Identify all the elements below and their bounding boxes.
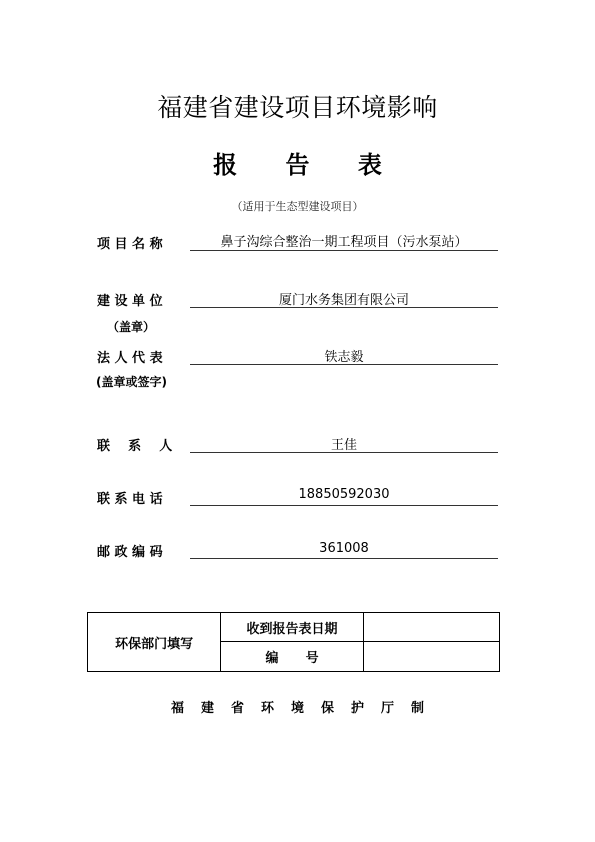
contact-label: 联 系 人	[97, 439, 173, 454]
legal-rep-label: 法 人 代 表	[97, 351, 163, 366]
phone-underline	[190, 505, 498, 506]
page-subtitle: 报 告 表	[213, 151, 402, 179]
postcode-label: 邮 政 编 码	[97, 545, 163, 560]
contact-value[interactable]: 王佳	[330, 438, 357, 453]
legal-rep-underline	[190, 364, 498, 365]
project-name-underline	[190, 250, 498, 251]
postcode-value[interactable]: 361008	[319, 541, 369, 556]
phone-label: 联 系 电 话	[97, 492, 163, 507]
page-title: 福建省建设项目环境影响	[157, 93, 438, 122]
number-cell[interactable]	[363, 642, 499, 672]
legal-rep-value[interactable]: 铁志毅	[324, 350, 364, 365]
project-name-value[interactable]: 鼻子沟综合整治一期工程项目（污水泵站）	[220, 235, 468, 250]
number-label: 编 号	[221, 642, 363, 672]
builder-underline	[190, 307, 498, 308]
receive-date-label: 收到报告表日期	[221, 613, 363, 642]
env-dept-label: 环保部门填写	[88, 613, 221, 672]
builder-label: 建 设 单 位	[97, 294, 163, 309]
builder-sublabel: （盖章）	[107, 320, 156, 334]
phone-value[interactable]: 18850592030	[298, 487, 390, 502]
project-name-label: 项 目 名 称	[97, 237, 163, 252]
contact-underline	[190, 452, 498, 453]
env-dept-table	[87, 612, 500, 672]
receive-date-cell[interactable]	[363, 613, 499, 642]
postcode-underline	[190, 558, 498, 559]
builder-value[interactable]: 厦门水务集团有限公司	[278, 293, 409, 308]
legal-rep-sublabel: (盖章或签字)	[96, 375, 167, 389]
issuer-footer: 福建省环境保护厅制	[170, 701, 441, 716]
scope-note: （适用于生态型建设项目）	[231, 200, 364, 213]
